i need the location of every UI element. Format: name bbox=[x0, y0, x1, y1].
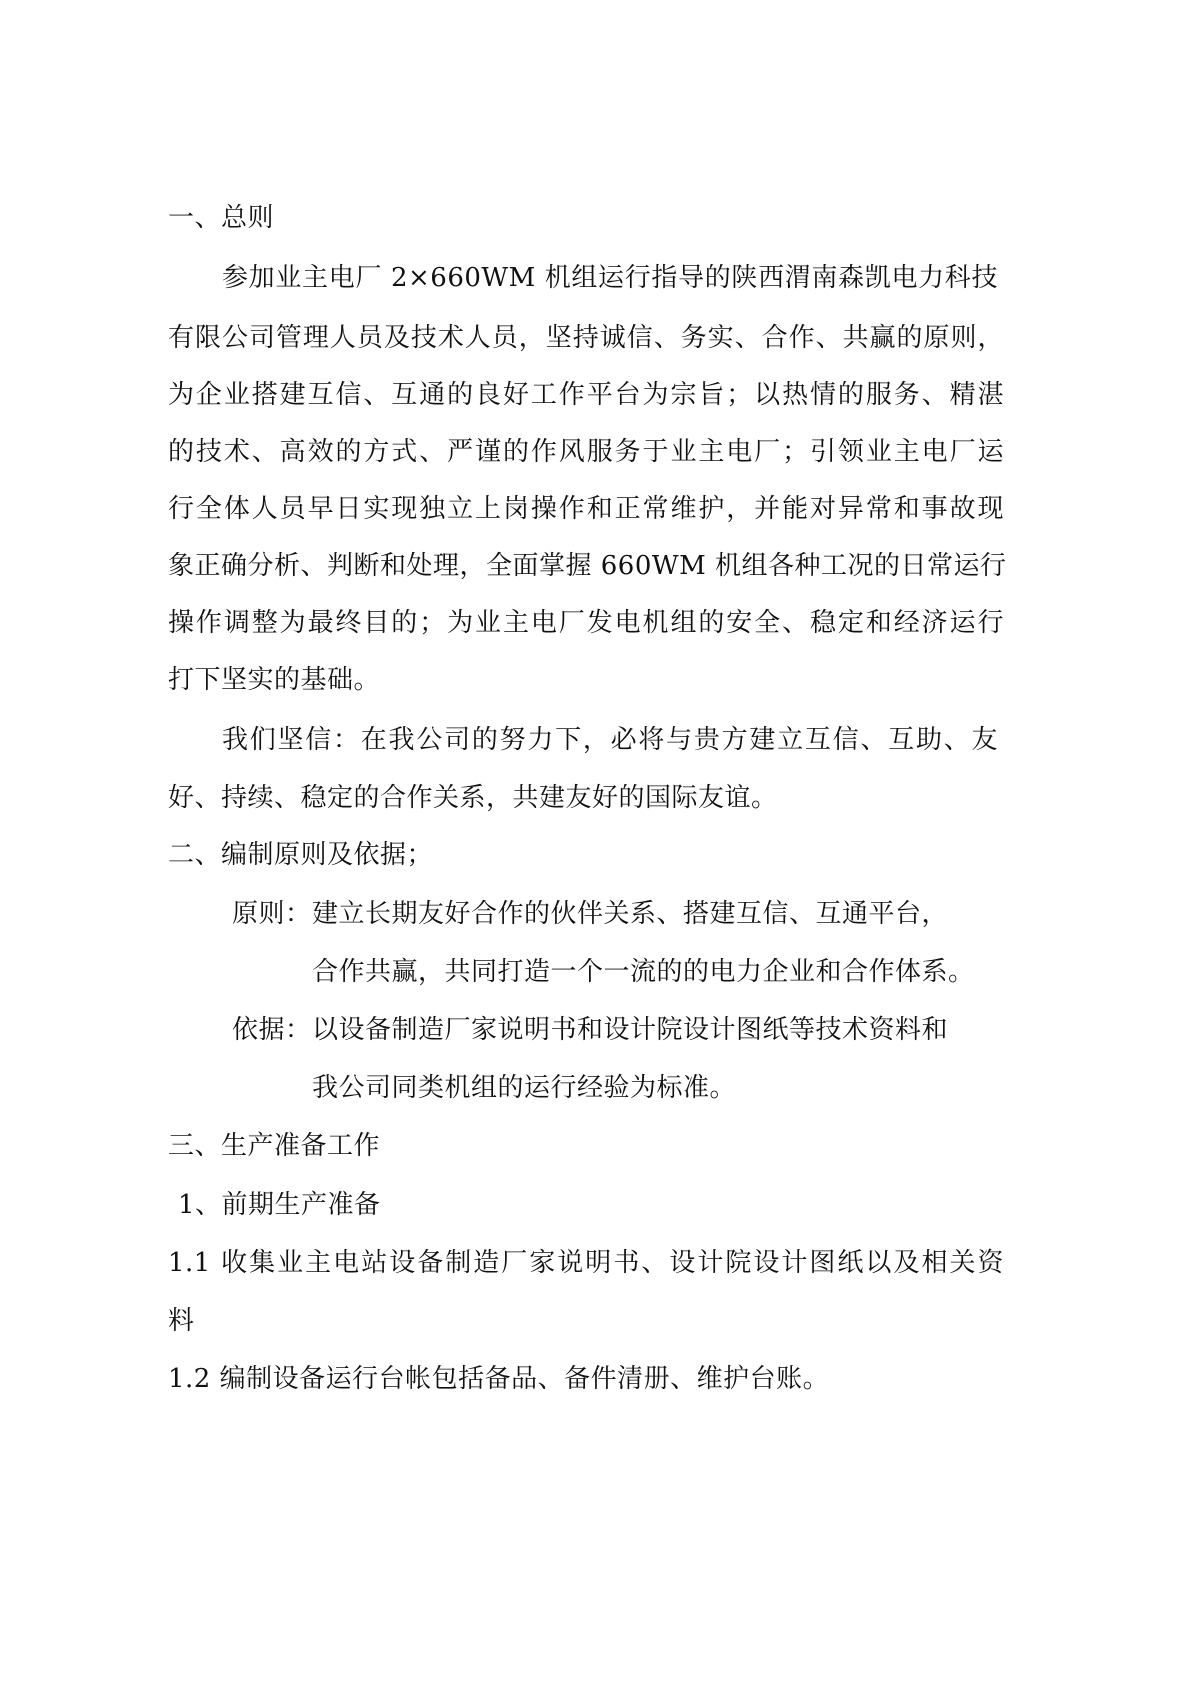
paragraph-line: 的技术、高效的方式、严谨的作风服务于业主电厂；引领业主电厂运 bbox=[168, 437, 1004, 467]
paragraph-line: 参加业主电厂 2×660WM 机组运行指导的陕西渭南森凯电力科技 bbox=[222, 263, 998, 293]
paragraph-line: 操作调整为最终目的；为业主电厂发电机组的安全、稳定和经济运行 bbox=[168, 608, 1004, 638]
section-heading-general: 一、总则 bbox=[168, 203, 275, 233]
list-item-text: 1.1 收集业主电站设备制造厂家说明书、设计院设计图纸以及相关资 bbox=[168, 1248, 1004, 1278]
paragraph-line: 好、持续、稳定的合作关系，共建友好的国际友谊。 bbox=[168, 783, 778, 813]
paragraph-line: 我们坚信：在我公司的努力下，必将与贵方建立互信、互助、友 bbox=[222, 725, 998, 755]
list-item-text: 1.2 编制设备运行台帐包括备品、备件清册、维护台账。 bbox=[168, 1364, 830, 1394]
list-item-text: 料 bbox=[168, 1306, 195, 1336]
paragraph-line: 为企业搭建互信、互通的良好工作平台为宗旨；以热情的服务、精湛 bbox=[168, 380, 1004, 410]
section-heading-principles: 二、编制原则及依据； bbox=[168, 840, 434, 870]
paragraph-line: 象正确分析、判断和处理，全面掌握 660WM 机组各种工况的日常运行 bbox=[168, 551, 1007, 581]
principle-text: 建立长期友好合作的伙伴关系、搭建互信、互通平台， bbox=[312, 899, 949, 929]
paragraph-line: 行全体人员早日实现独立上岗操作和正常维护，并能对异常和事故现 bbox=[168, 494, 1004, 524]
section-heading-production: 三、生产准备工作 bbox=[168, 1131, 381, 1161]
paragraph-line: 有限公司管理人员及技术人员，坚持诚信、务实、合作、共赢的原则， bbox=[168, 323, 1004, 353]
basis-text: 以设备制造厂家说明书和设计院设计图纸等技术资料和 bbox=[312, 1015, 949, 1045]
basis-text: 我公司同类机组的运行经验为标准。 bbox=[312, 1073, 737, 1103]
principle-label: 原则： bbox=[232, 899, 312, 929]
subsection-heading: 1、前期生产准备 bbox=[178, 1190, 381, 1220]
paragraph-line: 打下坚实的基础。 bbox=[168, 665, 381, 695]
basis-label: 依据： bbox=[232, 1015, 312, 1045]
principle-text: 合作共赢，共同打造一个一流的的电力企业和合作体系。 bbox=[312, 957, 975, 987]
